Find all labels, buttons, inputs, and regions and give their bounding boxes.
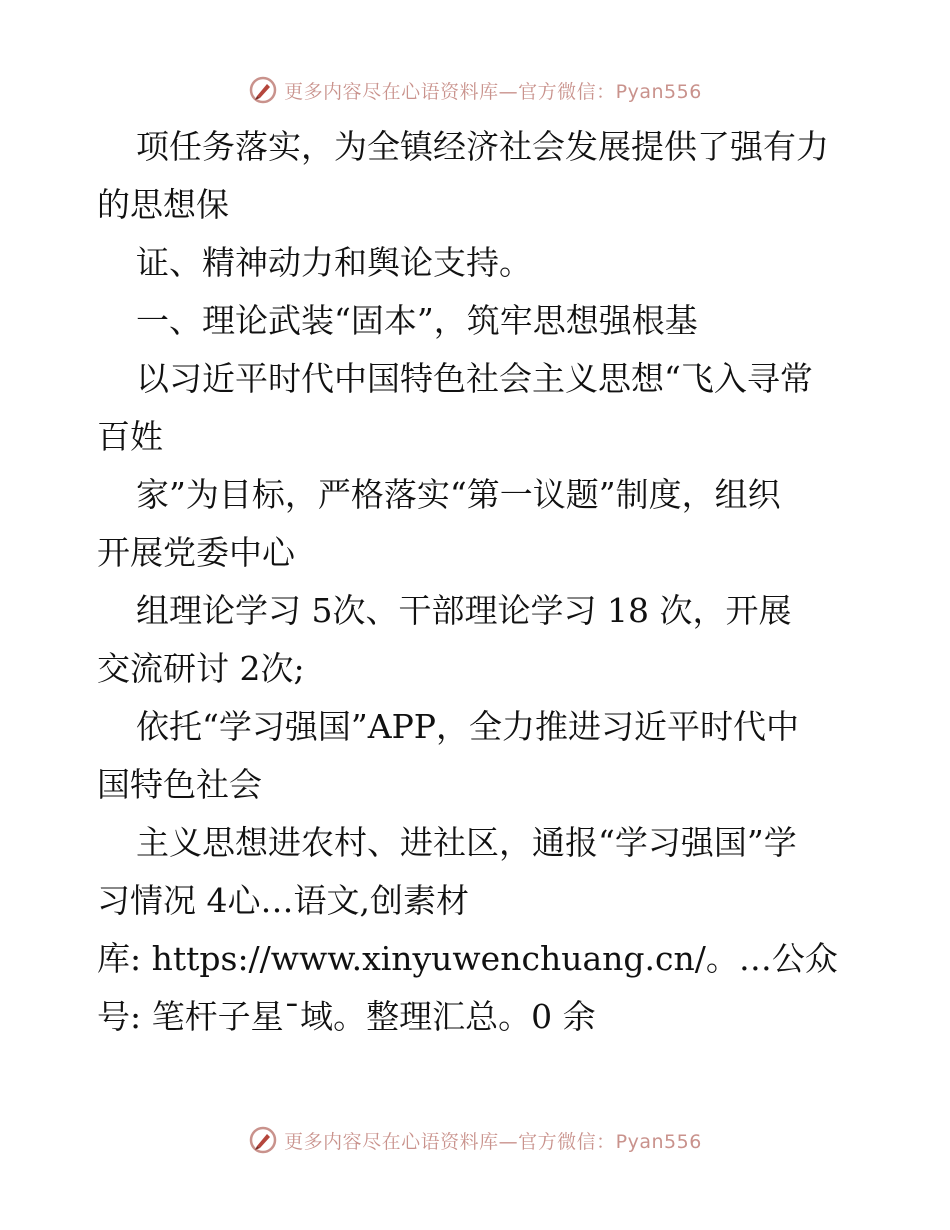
body-line: 习情况 4心…语文,创素材 bbox=[97, 881, 469, 920]
body-line: 库: https://www.xinyuwenchuang.cn/。…公众 bbox=[97, 939, 838, 978]
pen-nib-logo-icon bbox=[248, 75, 278, 105]
body-line: 以习近平时代中国特色社会主义思想“飞入寻常 bbox=[136, 359, 813, 398]
body-line: 号: 笔杆子星¯域。整理汇总。0 余 bbox=[97, 997, 596, 1036]
body-line: 项任务落实，为全镇经济社会发展提供了强有力 bbox=[136, 127, 829, 166]
body-line: 国特色社会 bbox=[97, 765, 262, 804]
body-line: 组理论学习 5次、干部理论学习 18 次，开展 bbox=[136, 591, 792, 630]
header-watermark-banner bbox=[0, 70, 950, 110]
body-line: 证、精神动力和舆论支持。 bbox=[136, 243, 532, 282]
body-line: 依托“学习强国”APP，全力推进习近平时代中 bbox=[136, 707, 799, 746]
body-line: 交流研讨 2次; bbox=[97, 649, 305, 688]
body-line: 开展党委中心 bbox=[97, 533, 295, 572]
section-heading: 一、理论武装“固本”，筑牢思想强根基 bbox=[136, 301, 698, 340]
body-line: 的思想保 bbox=[97, 185, 229, 224]
header-watermark-text: 更多内容尽在心语资料库—官方微信：Pyan556 bbox=[284, 80, 702, 103]
body-line: 主义思想进农村、进社区，通报“学习强国”学 bbox=[136, 823, 797, 862]
body-line: 家”为目标，严格落实“第一议题”制度，组织 bbox=[136, 475, 781, 514]
pen-nib-logo-icon bbox=[248, 1125, 278, 1155]
document-body bbox=[97, 118, 857, 1046]
footer-watermark-text: 更多内容尽在心语资料库—官方微信：Pyan556 bbox=[284, 1130, 702, 1153]
body-line: 百姓 bbox=[97, 417, 163, 456]
footer-watermark-banner bbox=[0, 1120, 950, 1160]
